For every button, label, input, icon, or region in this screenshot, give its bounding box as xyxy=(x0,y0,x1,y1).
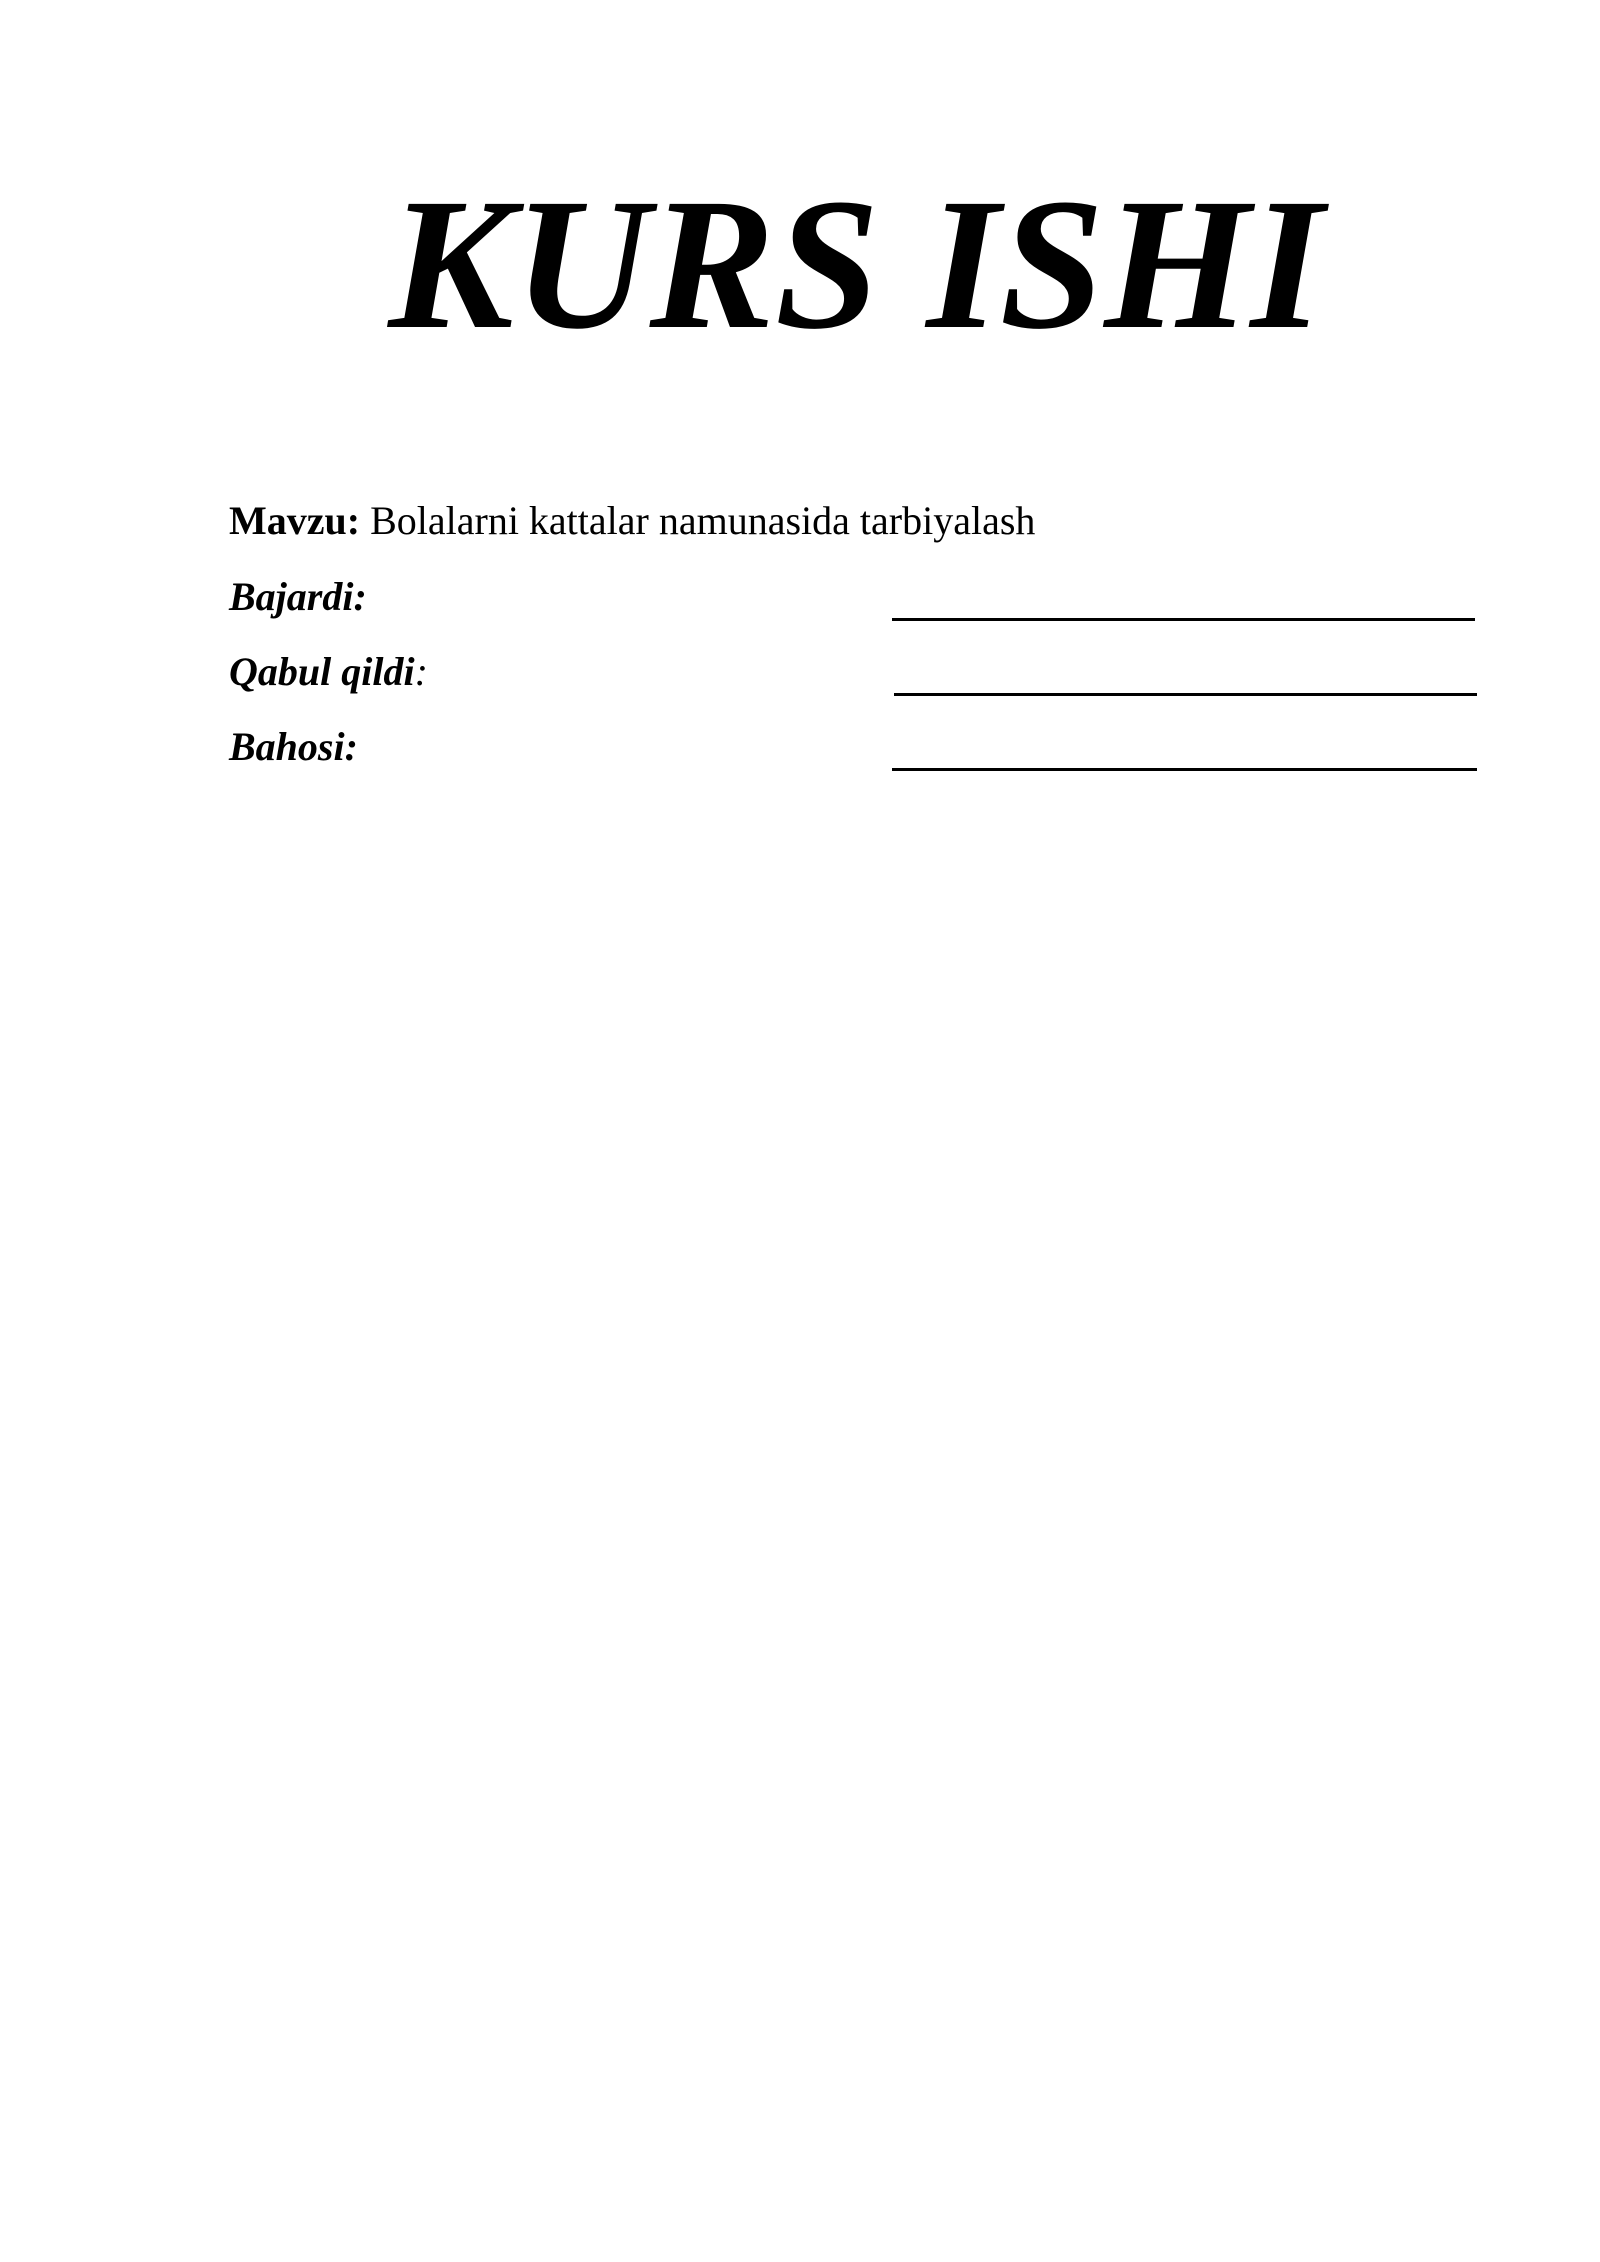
topic-value: Bolalarni kattalar namunasida tarbiyalash xyxy=(370,498,1036,543)
accepted-by-colon: : xyxy=(414,649,428,694)
grade-blank xyxy=(892,768,1477,771)
accepted-by-line xyxy=(229,648,428,696)
performed-by-label: Bajardi: xyxy=(229,574,367,619)
document-title: KURS ISHI xyxy=(388,159,1324,368)
accepted-by-label: Qabul qildi xyxy=(229,649,415,694)
accepted-by-blank xyxy=(894,693,1477,696)
grade-line xyxy=(229,723,358,771)
topic-line xyxy=(229,497,1035,545)
performed-by-blank xyxy=(892,618,1475,621)
topic-label: Mavzu: xyxy=(229,498,361,543)
grade-label: Bahosi: xyxy=(229,724,358,769)
performed-by-line xyxy=(229,573,367,621)
